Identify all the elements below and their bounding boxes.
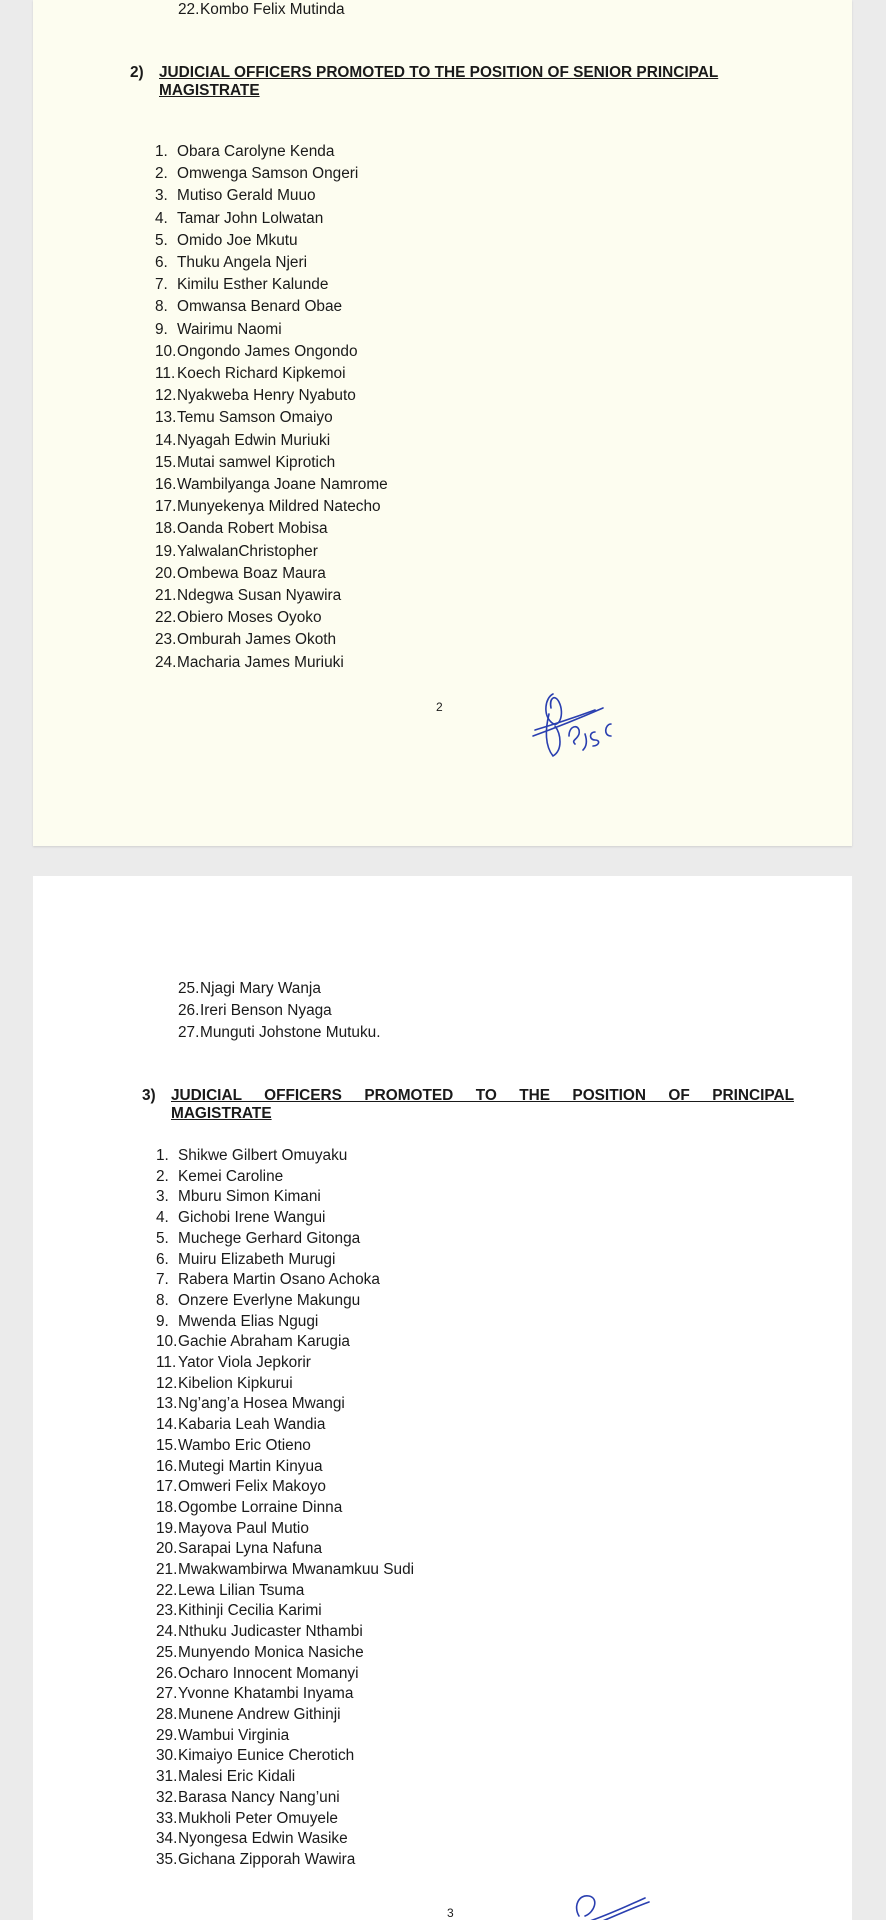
list-item-name: Shikwe Gilbert Omuyaku: [178, 1147, 348, 1164]
list-item-number: 4.: [156, 1209, 169, 1227]
list-item-name: Barasa Nancy Nang’uni: [178, 1788, 340, 1806]
list-item: [156, 1477, 414, 1498]
list-item-name: Nyagah Edwin Muriuki: [177, 431, 331, 449]
list-item: [155, 319, 388, 341]
list-item: [155, 585, 388, 607]
list-item-number: 6.: [155, 254, 168, 272]
list-item: [156, 1250, 414, 1271]
list-item-name: Omido Joe Mkutu: [177, 231, 298, 249]
list-item-number: 26.: [156, 1664, 178, 1682]
senior-principal-magistrate-list: [155, 141, 388, 674]
list-item: [156, 1519, 414, 1540]
list-item-name: Yvonne Khatambi Inyama: [178, 1685, 354, 1703]
list-item: [156, 1581, 414, 1602]
section-title-line-2: MAGISTRATE: [171, 1105, 272, 1122]
list-item: [156, 1332, 414, 1353]
list-item-name: Ireri Benson Nyaga: [200, 1002, 332, 1020]
list-item: [155, 385, 388, 407]
list-item: [156, 1167, 414, 1188]
section-heading-senior-principal-magistrate: [130, 64, 719, 100]
page-number: 3: [447, 1906, 454, 1920]
list-item-name: Mwakwambirwa Mwanamkuu Sudi: [178, 1561, 415, 1579]
list-item: [178, 0, 345, 20]
list-item-number: 25.: [156, 1643, 178, 1661]
list-item-name: Njagi Mary Wanja: [200, 980, 321, 997]
list-item-name: Koech Richard Kipkemoi: [177, 365, 346, 383]
section-title-line-2: MAGISTRATE: [159, 82, 260, 99]
section-heading-principal-magistrate: [142, 1087, 794, 1123]
list-item-number: 13.: [155, 409, 177, 427]
name-list-top: [178, 0, 345, 20]
list-item: [156, 1788, 414, 1809]
list-item: [156, 1539, 414, 1560]
list-item-name: Muiru Elizabeth Murugi: [178, 1250, 336, 1268]
list-item-number: 11.: [156, 1354, 177, 1372]
list-item: [155, 185, 388, 207]
list-item-number: 6.: [156, 1250, 169, 1268]
document-page-2: [33, 0, 852, 846]
list-item: [155, 518, 388, 540]
list-item-number: 10.: [155, 342, 177, 360]
list-item-number: 14.: [155, 431, 177, 449]
list-item-name: Kabaria Leah Wandia: [178, 1416, 326, 1434]
list-item-number: 27.: [156, 1685, 178, 1703]
list-item-number: 10.: [156, 1333, 178, 1351]
list-item-number: 1.: [156, 1147, 169, 1164]
list-item-name: Wairimu Naomi: [177, 320, 282, 338]
list-item: [156, 1705, 414, 1726]
list-item-name: Tamar John Lolwatan: [177, 209, 324, 227]
list-item-number: 18.: [156, 1498, 178, 1516]
list-item: [155, 208, 388, 230]
list-item-number: 27.: [178, 1024, 200, 1042]
list-item: [155, 607, 388, 629]
list-item-number: 8.: [155, 298, 168, 316]
list-item-name: Ndegwa Susan Nyawira: [177, 587, 342, 605]
list-item-number: 1.: [155, 143, 168, 160]
list-item: [156, 1664, 414, 1685]
list-item-name: Gachie Abraham Karugia: [178, 1333, 350, 1351]
list-item-number: 29.: [156, 1726, 178, 1744]
list-item-number: 31.: [156, 1768, 178, 1786]
list-item: [156, 1829, 414, 1850]
list-item-name: Omwenga Samson Ongeri: [177, 165, 359, 183]
list-item-number: 33.: [156, 1809, 178, 1827]
list-item-name: Nthuku Judicaster Nthambi: [178, 1623, 363, 1641]
list-item-name: Omweri Felix Makoyo: [178, 1478, 326, 1496]
list-item-name: Mutiso Gerald Muuo: [177, 187, 316, 205]
list-item-number: 28.: [156, 1705, 178, 1723]
list-item-name: Kithinji Cecilia Karimi: [178, 1602, 322, 1620]
list-item: [156, 1457, 414, 1478]
list-item: [156, 1850, 414, 1871]
list-item-number: 30.: [156, 1747, 178, 1765]
list-item-name: Macharia James Muriuki: [177, 653, 344, 671]
list-item: [156, 1394, 414, 1415]
list-item-name: Munene Andrew Githinji: [178, 1705, 341, 1723]
list-item: [156, 1643, 414, 1664]
list-item-number: 22.: [155, 609, 177, 627]
list-item: [156, 1746, 414, 1767]
list-item-name: Obara Carolyne Kenda: [177, 143, 335, 160]
list-item: [178, 1000, 381, 1022]
list-item-name: Rabera Martin Osano Achoka: [178, 1271, 380, 1289]
list-item-number: 13.: [156, 1395, 178, 1413]
signature-mark: [565, 1886, 655, 1920]
list-item: [156, 1270, 414, 1291]
list-item-name: Kombo Felix Mutinda: [200, 1, 345, 18]
list-item-number: 4.: [155, 209, 168, 227]
list-item-number: 35.: [156, 1850, 178, 1868]
list-item: [155, 274, 388, 296]
list-item-name: Munyekenya Mildred Natecho: [177, 498, 381, 516]
list-item-number: 7.: [155, 276, 168, 294]
list-item-number: 17.: [156, 1478, 178, 1496]
list-item-name: Obiero Moses Oyoko: [177, 609, 322, 627]
list-item: [155, 407, 388, 429]
section-title-line-1: JUDICIAL OFFICERS PROMOTED TO THE POSITION OF PRINCIPAL: [171, 1087, 794, 1104]
list-item-number: 23.: [156, 1602, 178, 1620]
list-item-name: Mutegi Martin Kinyua: [178, 1457, 323, 1475]
list-item-name: YalwalanChristopher: [177, 542, 318, 560]
list-item-name: Lewa Lilian Tsuma: [178, 1581, 305, 1599]
list-item: [155, 474, 388, 496]
list-item-name: Mutai samwel Kiprotich: [177, 453, 336, 471]
list-item-name: Oanda Robert Mobisa: [177, 520, 328, 538]
list-item: [156, 1436, 414, 1457]
document-page-3: [33, 876, 852, 1920]
list-item: [156, 1187, 414, 1208]
list-item: [178, 1022, 381, 1044]
list-item-name: Gichana Zipporah Wawira: [178, 1850, 356, 1868]
list-item-name: Thuku Angela Njeri: [177, 254, 308, 272]
list-item-name: Muchege Gerhard Gitonga: [178, 1229, 361, 1247]
list-item: [156, 1684, 414, 1705]
section-number: 2): [130, 64, 144, 81]
list-item-name: Malesi Eric Kidali: [178, 1768, 296, 1786]
signature-mark: [525, 684, 625, 764]
list-item-number: 9.: [156, 1312, 169, 1330]
list-item-number: 18.: [155, 520, 177, 538]
list-item: [156, 1229, 414, 1250]
list-item: [155, 563, 388, 585]
list-item-name: Yator Viola Jepkorir: [178, 1354, 311, 1372]
list-item-number: 25.: [178, 980, 200, 997]
list-item-number: 24.: [155, 653, 177, 671]
list-item-number: 26.: [178, 1002, 200, 1020]
list-item-number: 22.: [156, 1581, 178, 1599]
list-item-number: 14.: [156, 1416, 178, 1434]
list-item-name: Nyongesa Edwin Wasike: [178, 1830, 348, 1848]
list-item-name: Wambo Eric Otieno: [178, 1436, 311, 1454]
list-item-number: 16.: [155, 476, 177, 494]
list-item-name: Ocharo Innocent Momanyi: [178, 1664, 359, 1682]
list-item-number: 9.: [155, 320, 168, 338]
list-item-number: 21.: [156, 1561, 178, 1579]
list-item: [156, 1415, 414, 1436]
list-item: [156, 1312, 414, 1333]
list-item: [155, 629, 388, 651]
list-item-number: 32.: [156, 1788, 178, 1806]
list-item-name: Sarapai Lyna Nafuna: [178, 1540, 323, 1558]
page-number: 2: [436, 700, 443, 714]
list-item: [155, 163, 388, 185]
list-item-number: 2.: [156, 1167, 169, 1185]
list-item-number: 19.: [156, 1519, 178, 1537]
list-item-name: Ogombe Lorraine Dinna: [178, 1498, 343, 1516]
list-item-name: Omburah James Okoth: [177, 631, 337, 649]
list-item-name: Ombewa Boaz Maura: [177, 564, 326, 582]
list-item-name: Temu Samson Omaiyo: [177, 409, 333, 427]
list-item-name: Munyendo Monica Nasiche: [178, 1643, 364, 1661]
list-item: [156, 1560, 414, 1581]
list-item: [156, 1601, 414, 1622]
list-item-name: Wambilyanga Joane Namrome: [177, 476, 388, 494]
list-item: [155, 652, 388, 674]
list-item: [156, 1622, 414, 1643]
list-item-number: 3.: [155, 187, 168, 205]
list-item-number: 7.: [156, 1271, 169, 1289]
list-item-number: 20.: [155, 564, 177, 582]
list-item-name: Ongondo James Ongondo: [177, 342, 358, 360]
list-item-name: Kibelion Kipkurui: [178, 1374, 293, 1392]
list-item-name: Nyakweba Henry Nyabuto: [177, 387, 356, 405]
list-item-number: 17.: [155, 498, 177, 516]
list-item-number: 12.: [156, 1374, 178, 1392]
list-item-number: 19.: [155, 542, 177, 560]
list-item-name: Mburu Simon Kimani: [178, 1188, 321, 1206]
list-item-number: 2.: [155, 165, 168, 183]
list-item: [155, 141, 388, 163]
list-item-number: 12.: [155, 387, 177, 405]
list-item-number: 8.: [156, 1291, 169, 1309]
list-item-number: 21.: [155, 587, 177, 605]
list-item-name: Mukholi Peter Omuyele: [178, 1809, 338, 1827]
section-number: 3): [142, 1087, 156, 1104]
list-item: [155, 363, 388, 385]
list-item: [155, 341, 388, 363]
list-item: [156, 1809, 414, 1830]
list-item-name: Kemei Caroline: [178, 1167, 284, 1185]
senior-principal-magistrate-list-continued: [178, 978, 381, 1045]
list-item: [155, 230, 388, 252]
list-item: [155, 296, 388, 318]
list-item-name: Kimaiyo Eunice Cherotich: [178, 1747, 355, 1765]
list-item-number: 23.: [155, 631, 177, 649]
list-item-name: Onzere Everlyne Makungu: [178, 1291, 361, 1309]
list-item: [156, 1726, 414, 1747]
list-item-name: Wambui Virginia: [178, 1726, 290, 1744]
list-item-number: 5.: [155, 231, 168, 249]
list-item: [156, 1208, 414, 1229]
list-item: [155, 452, 388, 474]
principal-magistrate-list: [156, 1146, 414, 1871]
list-item-name: Gichobi Irene Wangui: [178, 1209, 326, 1227]
list-item-number: 34.: [156, 1830, 178, 1848]
list-item: [156, 1498, 414, 1519]
list-item: [155, 252, 388, 274]
list-item-name: Munguti Johstone Mutuku.: [200, 1024, 381, 1042]
list-item-name: Ng’ang’a Hosea Mwangi: [178, 1395, 345, 1413]
list-item: [178, 978, 381, 1000]
list-item: [155, 430, 388, 452]
list-item-number: 16.: [156, 1457, 178, 1475]
list-item-name: Mwenda Elias Ngugi: [178, 1312, 319, 1330]
list-item: [156, 1353, 414, 1374]
list-item: [156, 1291, 414, 1312]
list-item: [155, 541, 388, 563]
list-item: [156, 1146, 414, 1167]
section-title-line-1: JUDICIAL OFFICERS PROMOTED TO THE POSITION OF SENIOR PRINCIPAL: [159, 64, 719, 81]
list-item-number: 5.: [156, 1229, 169, 1247]
list-item-number: 11.: [155, 365, 176, 383]
list-item: [156, 1374, 414, 1395]
list-item: [155, 496, 388, 518]
list-item-name: Kimilu Esther Kalunde: [177, 276, 329, 294]
list-item-name: Omwansa Benard Obae: [177, 298, 343, 316]
list-item-number: 20.: [156, 1540, 178, 1558]
list-item: [156, 1767, 414, 1788]
list-item-number: 22.: [178, 1, 200, 18]
list-item-number: 15.: [156, 1436, 178, 1454]
list-item-number: 3.: [156, 1188, 169, 1206]
list-item-name: Mayova Paul Mutio: [178, 1519, 309, 1537]
list-item-number: 15.: [155, 453, 177, 471]
list-item-number: 24.: [156, 1623, 178, 1641]
